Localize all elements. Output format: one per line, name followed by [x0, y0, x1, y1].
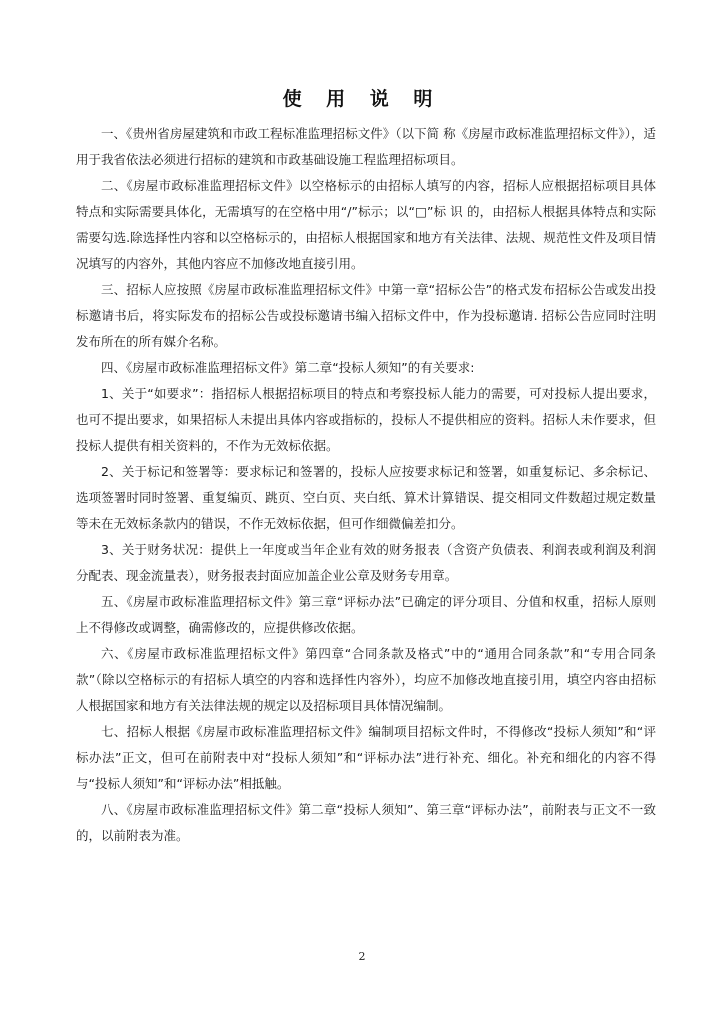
paragraph-4-item-3: 3、关于财务状况：提供上一年度或当年企业有效的财务报表（含资产负债表、利润表或利润及利润分配表、现金流量表），财务报表封面应加盖企业公章及财务专用章。	[76, 542, 656, 583]
paragraph-6: 六、《房屋市政标准监理招标文件》第四章“合同条款及格式”中的“通用合同条款”和“专用合同条款”（除以空格标示的有招标人填空的内容和选择性内容外），均应不加修改地直接引用，填空内容由招标人根据国家和地方有关法律法规的规定以及招标项目具体情况编制。	[76, 646, 656, 713]
paragraph-8: 八、《房屋市政标准监理招标文件》第二章“投标人须知”、第三章“评标办法”，前附表与正文不一致的，以前附表为准。	[76, 802, 656, 843]
page-title: 使 用 说 明	[282, 88, 442, 110]
paragraph-4-item-2: 2、关于标记和签署等：要求标记和签署的，投标人应按要求标记和签署，如重复标记、多余标记、选项签署时同时签署、重复编页、跳页、空白页、夹白纸、算术计算错误、提交相同文件数超过规定数量等未在无效标条款内的错误，不作无效标依据，但可作细微偏差扣分。	[76, 464, 656, 531]
paragraph-5: 五、《房屋市政标准监理招标文件》第三章“评标办法”已确定的评分项目、分值和权重，招标人原则上不得修改或调整，确需修改的，应提供修改依据。	[76, 594, 656, 635]
page-number: 2	[358, 950, 366, 963]
paragraph-4: 四、《房屋市政标准监理招标文件》第二章“投标人须知”的有关要求:	[101, 360, 475, 375]
paragraph-2: 二、《房屋市政标准监理招标文件》以空格标示的由招标人填写的内容，招标人应根据招标项目具体特点和实际需要具体化，无需填写的在空格中用“/”标示；以“□”标 识 的，由招标人根据具体特点和实际需要勾选.除选择性内容和以空格标示的，由招标人根据国家和地方有关法律、法规、规范性文件及项目情况填写的内容外，其他内容应不加修改地直接引用。	[76, 178, 656, 271]
paragraph-1: 一、《贵州省房屋建筑和市政工程标准监理招标文件》（以下简 称《房屋市政标准监理招标文件》），适用于我省依法必须进行招标的建筑和市政基础设施工程监理招标项目。	[76, 126, 656, 167]
document-body	[76, 121, 656, 849]
paragraph-7: 七、招标人根据《房屋市政标准监理招标文件》编制项目招标文件时，不得修改“投标人须知”和“评标办法”正文，但可在前附表中对“投标人须知”和“评标办法”进行补充、细化。补充和细化的内容不得与“投标人须知”和“评标办法”相抵触。	[76, 724, 656, 791]
paragraph-3: 三、招标人应按照《房屋市政标准监理招标文件》中第一章“招标公告”的格式发布招标公告或发出投标邀请书后，将实际发布的招标公告或投标邀请书编入招标文件中，作为投标邀请. 招标公告应同时注明发布所在的所有媒介名称。	[76, 282, 656, 349]
paragraph-4-item-1: 1、关于“如要求”：指招标人根据招标项目的特点和考察投标人能力的需要，可对投标人提出要求，也可不提出要求，如果招标人未提出具体内容或指标的，投标人不提供相应的资料。招标人未作要求，但投标人提供有相关资料的，不作为无效标依据。	[76, 386, 656, 453]
